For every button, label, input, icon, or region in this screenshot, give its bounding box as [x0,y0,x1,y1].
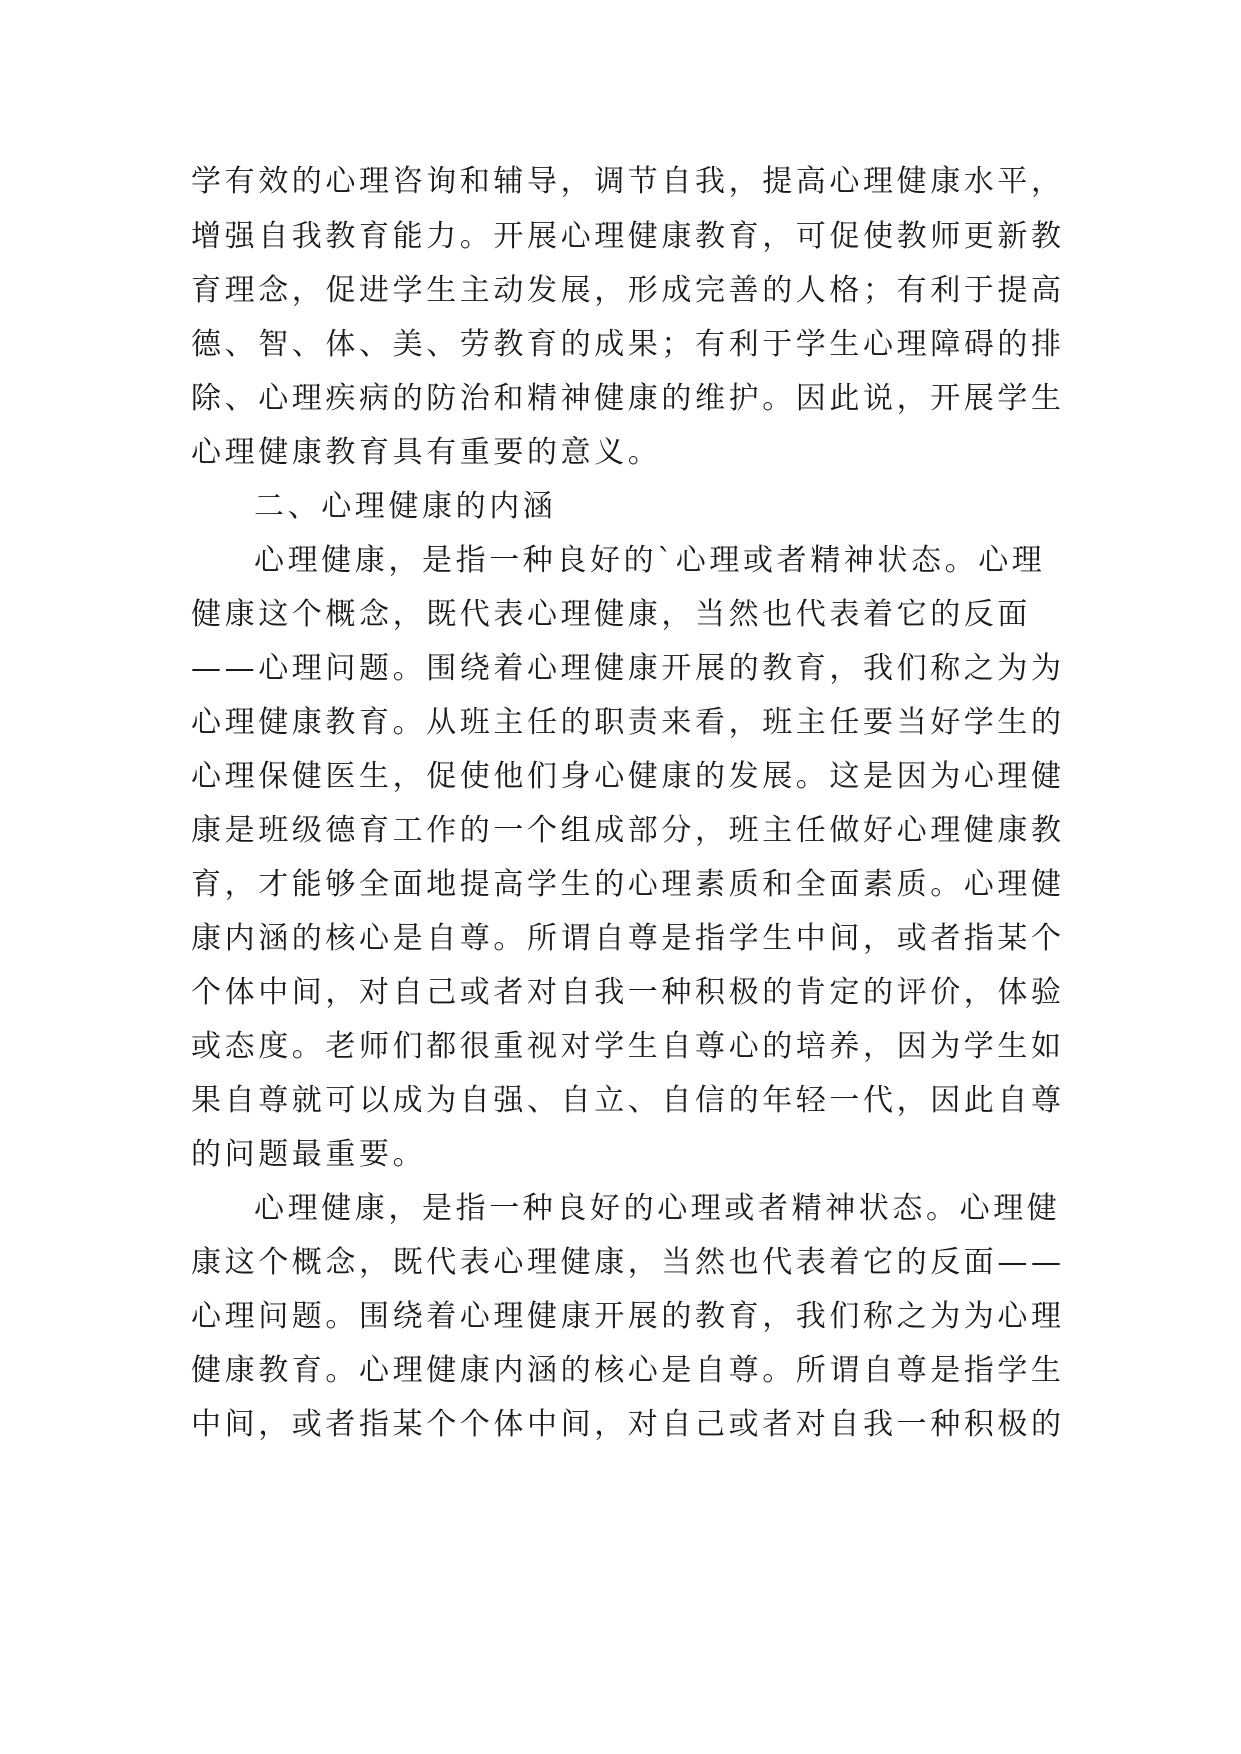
body-text-line: 学有效的心理咨询和辅导，调节自我，提高心理健康水平， [191,164,1065,199]
body-text-line: 健康教育。心理健康内涵的核心是自尊。所谓自尊是指学生 [191,1353,1065,1388]
body-text-line: 德、智、体、美、劳教育的成果；有利于学生心理障碍的排 [191,327,1065,362]
body-text-line: 康内涵的核心是自尊。所谓自尊是指学生中间，或者指某个 [191,921,1065,956]
body-text-line: 的问题最重要。 [191,1137,427,1172]
section-heading: 二、心理健康的内涵 [254,489,557,524]
body-text-line: 增强自我教育能力。开展心理健康教育，可促使教师更新教 [191,219,1065,254]
body-text-line: 心理问题。围绕着心理健康开展的教育，我们称之为为心理 [191,1299,1065,1334]
body-text-line: ——心理问题。围绕着心理健康开展的教育，我们称之为为 [191,651,1065,686]
body-text-line: 除、心理疾病的防治和精神健康的维护。因此说，开展学生 [191,381,1065,416]
body-text-line: 康是班级德育工作的一个组成部分，班主任做好心理健康教 [191,813,1065,848]
body-text-line: 中间，或者指某个个体中间，对自己或者对自我一种积极的 [191,1407,1065,1442]
body-text-line: 育，才能够全面地提高学生的心理素质和全面素质。心理健 [191,867,1065,902]
body-text-line: 心理健康，是指一种良好的`心理或者精神状态。心理 [254,543,1046,578]
body-text-line: 心理保健医生，促使他们身心健康的发展。这是因为心理健 [191,759,1065,794]
body-text-line: 或态度。老师们都很重视对学生自尊心的培养，因为学生如 [191,1029,1065,1064]
body-text-line: 果自尊就可以成为自强、自立、自信的年轻一代，因此自尊 [191,1083,1065,1118]
body-text-line: 心理健康教育具有重要的意义。 [191,435,662,470]
body-text-line: 心理健康，是指一种良好的心理或者精神状态。心理健 [254,1191,1061,1226]
body-text-line: 康这个概念，既代表心理健康，当然也代表着它的反面—— [191,1245,1065,1280]
body-text-line: 健康这个概念，既代表心理健康，当然也代表着它的反面 [191,597,1031,632]
body-text-line: 育理念，促进学生主动发展，形成完善的人格；有利于提高 [191,273,1065,308]
body-text-line: 个体中间，对自己或者对自我一种积极的肯定的评价，体验 [191,975,1065,1010]
body-text-line: 心理健康教育。从班主任的职责来看，班主任要当好学生的 [191,705,1065,740]
